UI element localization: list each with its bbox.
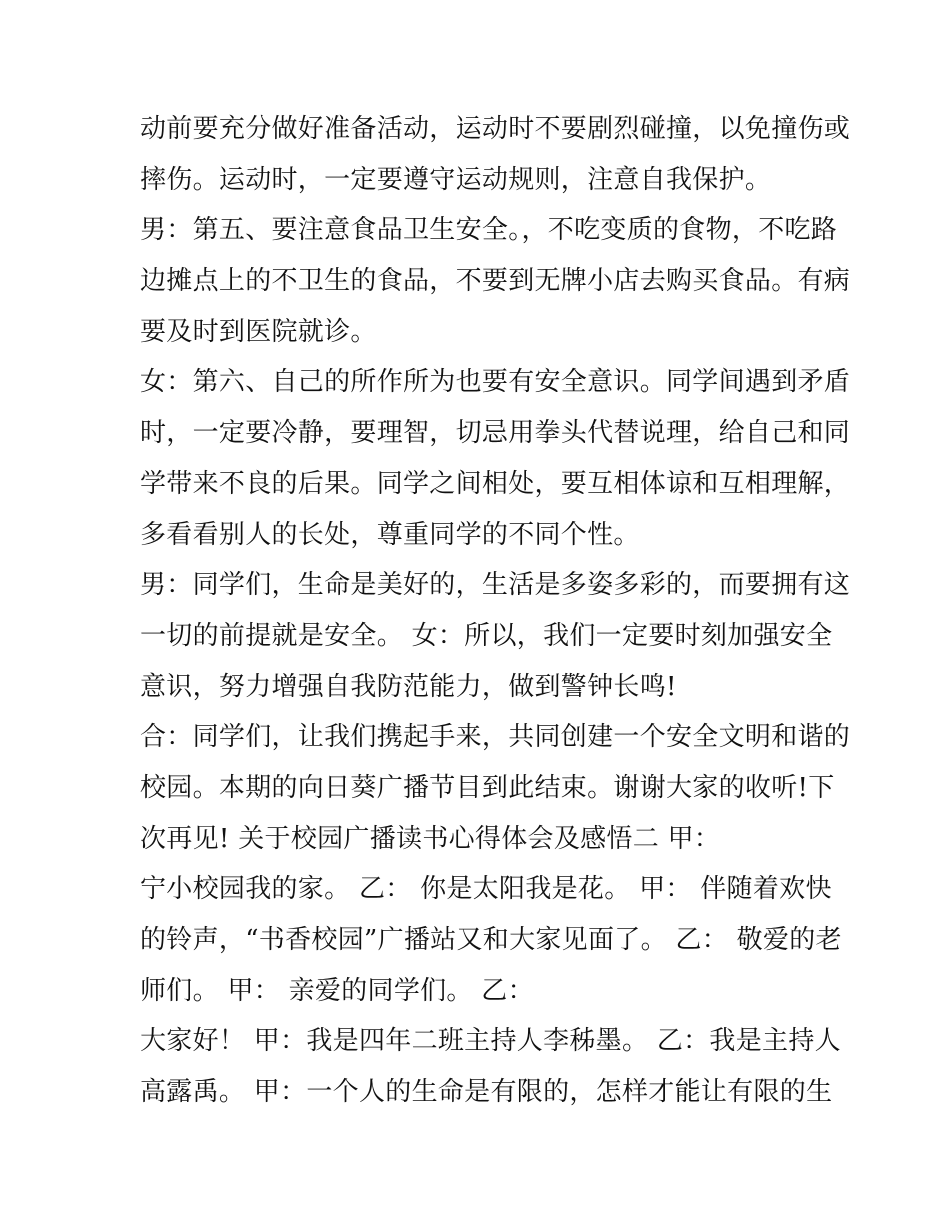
text-line-11: 一切的前提就是安全。 女：所以，我们一定要时刻加强安全 [140,620,833,651]
text-line-17: 的铃声，“书香校园”广播站又和大家见面了。 乙： 敬爱的老 [140,925,842,955]
text-line-4: 边摊点上的不卫生的食品，不要到无牌小店去购买食品。有病 [140,266,851,297]
text-line-15: 次再见! 关于校园广播读书心得体会及感悟二 甲： [140,823,721,854]
document-body [140,104,851,1118]
text-line-10: 男：同学们，生命是美好的，生活是多姿多彩的，而要拥有这 [140,570,851,601]
text-line-19: 大家好！ 甲：我是四年二班主持人李秭墨。 乙：我是主持人 [140,1026,841,1057]
text-line-1: 动前要充分做好准备活动，运动时不要剧烈碰撞，以免撞伤或 [140,114,851,144]
text-line-16: 宁小校园我的家。 乙： 你是太阳我是花。 甲： 伴随着欢快 [140,874,832,905]
text-line-9: 多看看别人的长处，尊重同学的不同个性。 [140,519,640,550]
text-line-13: 合：同学们，让我们携起手来，共同创建一个安全文明和谐的 [140,722,851,753]
text-line-12: 意识，努力增强自我防范能力，做到警钟长鸣! [140,671,677,702]
text-line-5: 要及时到医院就诊。 [140,316,377,347]
text-line-7: 时，一定要冷静，要理智，切忌用拳头代替说理，给自己和同 [140,418,851,449]
text-line-20: 高露禹。 甲：一个人的生命是有限的，怎样才能让有限的生 [140,1077,833,1108]
text-line-6: 女：第六、自己的所作所为也要有安全意识。同学间遇到矛盾 [140,367,851,398]
text-line-18: 师们。 甲： 亲爱的同学们。 乙： [140,975,534,1006]
text-line-8: 学带来不良的后果。同学之间相处，要互相体谅和互相理解， [140,468,851,499]
text-line-2: 摔伤。运动时，一定要遵守运动规则，注意自我保护。 [140,164,772,195]
text-line-14: 校园。本期的向日葵广播节目到此结束。谢谢大家的收听!下 [140,772,835,803]
text-line-3: 男：第五、要注意食品卫生安全。，不吃变质的食物，不吃路 [140,215,838,246]
